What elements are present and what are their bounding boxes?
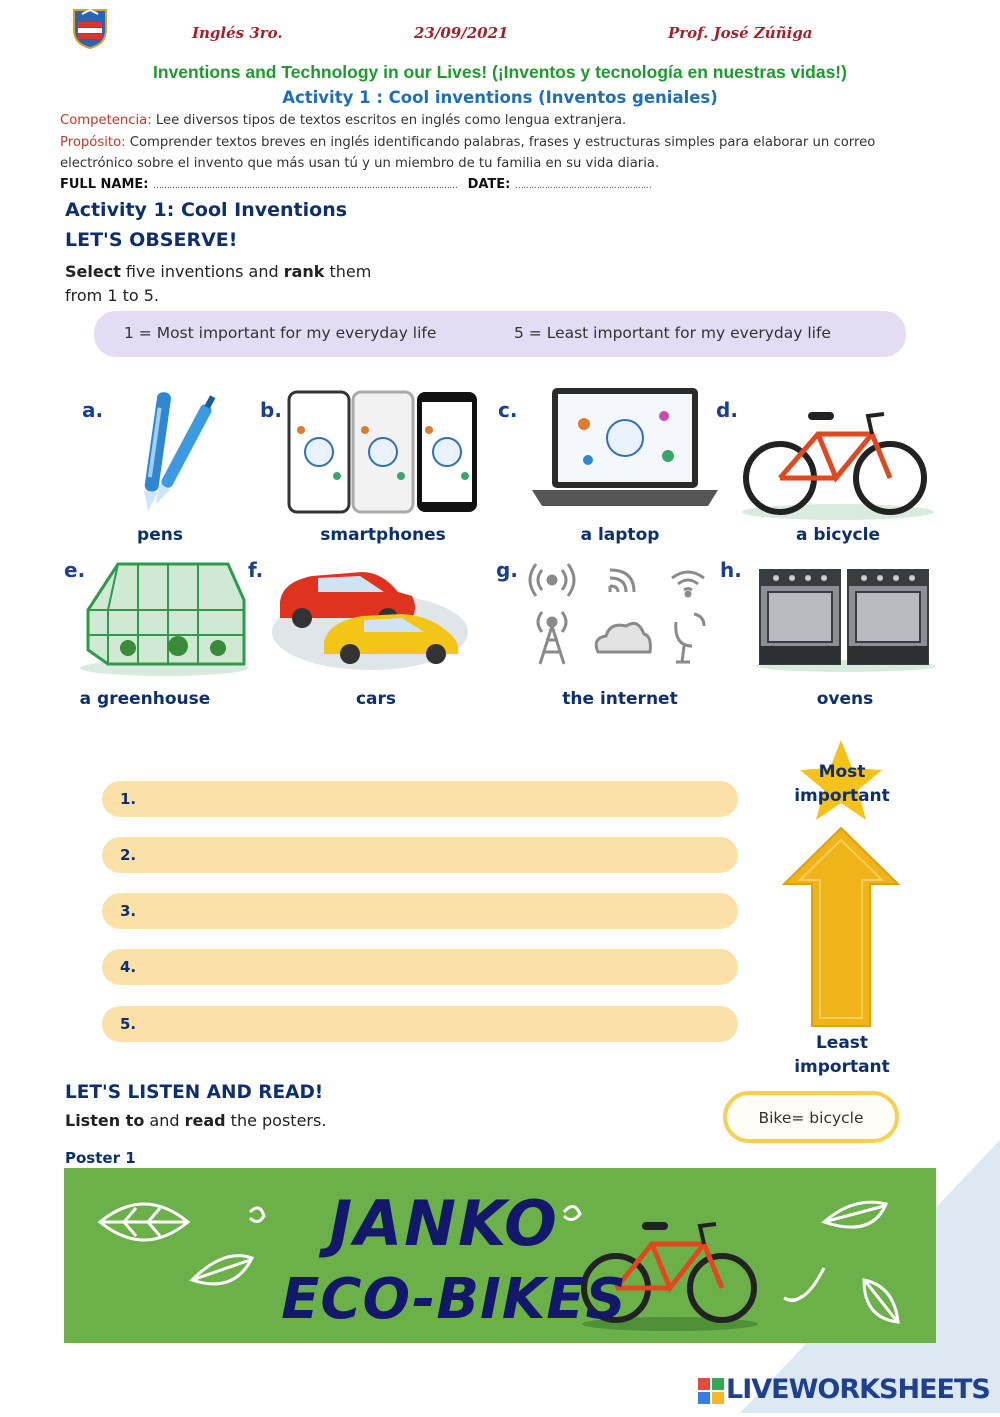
cars-icon bbox=[272, 562, 468, 672]
letter-b: b. bbox=[260, 398, 282, 422]
label-the-internet: the internet bbox=[562, 689, 678, 709]
laptop-icon bbox=[528, 386, 722, 520]
vocab-note-text: Bike= bicycle bbox=[758, 1109, 864, 1127]
rank-number: 3. bbox=[120, 902, 137, 920]
label-greenhouse: a greenhouse bbox=[79, 689, 211, 709]
full-name-field[interactable]: …………………………………………………………………………………………………… bbox=[153, 181, 458, 191]
scale-pill bbox=[94, 311, 906, 357]
observe-instructions bbox=[65, 260, 371, 308]
listen-word: Listen to bbox=[65, 1111, 145, 1130]
select-word: Select bbox=[65, 262, 121, 281]
letter-f: f. bbox=[248, 558, 264, 582]
activity-subtitle: Activity 1 : Cool inventions (Inventos geniales) bbox=[282, 88, 718, 107]
rank-input-4[interactable] bbox=[102, 949, 738, 985]
least-important-label bbox=[784, 1031, 900, 1079]
instr-mid: five inventions and bbox=[120, 262, 284, 281]
vocab-note bbox=[723, 1091, 899, 1143]
rank-word: rank bbox=[283, 262, 325, 281]
label-laptop: a laptop bbox=[580, 525, 660, 545]
rank-number: 5. bbox=[120, 1015, 137, 1033]
scale-least: 5 = Least important for my everyday life bbox=[514, 324, 831, 342]
smartphones-icon bbox=[287, 390, 479, 514]
listen-mid: and bbox=[144, 1111, 185, 1130]
date-label: DATE: bbox=[467, 177, 511, 192]
observe-heading: LET'S OBSERVE! bbox=[65, 229, 238, 251]
header-date: 23/09/2021 bbox=[414, 24, 509, 42]
proposito-line-2: electrónico sobre el invento que más usan tú y un miembro de tu familia en su vida diaria. bbox=[60, 156, 660, 171]
rank-number: 4. bbox=[120, 958, 137, 976]
greenhouse-icon bbox=[78, 560, 250, 676]
letter-e: e. bbox=[64, 558, 86, 582]
poster-title bbox=[284, 1188, 604, 1260]
competencia-line bbox=[60, 113, 626, 128]
proposito-label: Propósito: bbox=[60, 135, 126, 150]
instr-end: them bbox=[324, 262, 372, 281]
listen-heading: LET'S LISTEN AND READ! bbox=[65, 1082, 324, 1103]
least-line-1: Least bbox=[815, 1033, 869, 1053]
pens-icon bbox=[130, 388, 230, 518]
competencia-label: Competencia: bbox=[60, 113, 152, 128]
most-line-1: Most bbox=[818, 762, 866, 782]
teacher-name: Prof. José Zúñiga bbox=[668, 24, 813, 42]
most-line-2: important bbox=[794, 786, 890, 806]
bicycle-icon bbox=[740, 406, 936, 520]
listen-end: the posters. bbox=[225, 1111, 327, 1130]
instr-line-2: from 1 to 5. bbox=[65, 286, 159, 305]
listen-instructions bbox=[65, 1111, 326, 1130]
label-pens: pens bbox=[137, 525, 183, 545]
label-ovens: ovens bbox=[816, 689, 874, 709]
least-line-2: important bbox=[794, 1057, 890, 1077]
rank-input-3[interactable] bbox=[102, 893, 738, 929]
poster-title-line-2: ECO-BIKES bbox=[281, 1267, 627, 1332]
letter-a: a. bbox=[82, 398, 104, 422]
letter-h: h. bbox=[720, 558, 742, 582]
footer-brand[interactable]: LIVEWORKSHEETS bbox=[726, 1374, 990, 1405]
read-word: read bbox=[184, 1111, 226, 1130]
most-important-label bbox=[784, 760, 900, 808]
scale-most: 1 = Most important for my everyday life bbox=[124, 324, 437, 342]
rank-input-5[interactable] bbox=[102, 1006, 738, 1042]
poster-banner bbox=[64, 1168, 936, 1343]
rank-number: 1. bbox=[120, 790, 137, 808]
school-crest-icon bbox=[70, 6, 110, 50]
subject-label: Inglés 3ro. bbox=[192, 24, 283, 42]
letter-g: g. bbox=[496, 558, 518, 582]
poster-subtitle bbox=[274, 1264, 634, 1336]
proposito-text: Comprender textos breves en inglés identificando palabras, frases y estructuras simples para elaborar un correo bbox=[125, 135, 876, 150]
worksheet-title: Inventions and Technology in our Lives! (¡Inventos y tecnología en nuestras vidas!) bbox=[153, 62, 847, 82]
date-field[interactable]: …………………………………………… bbox=[514, 181, 651, 191]
fields-row bbox=[60, 177, 651, 192]
liveworksheets-logo-icon bbox=[698, 1378, 724, 1404]
competencia-text: Lee diversos tipos de textos escritos en inglés como lengua extranjera. bbox=[151, 113, 627, 128]
internet-icon bbox=[526, 556, 710, 670]
letter-d: d. bbox=[716, 398, 738, 422]
proposito-line bbox=[60, 135, 875, 150]
poster-title-line-1: JANKO bbox=[329, 1187, 559, 1260]
up-arrow-icon bbox=[782, 826, 900, 1028]
activity-heading: Activity 1: Cool Inventions bbox=[65, 199, 348, 221]
rank-input-2[interactable] bbox=[102, 837, 738, 873]
ovens-icon bbox=[756, 566, 936, 672]
rank-number: 2. bbox=[120, 846, 137, 864]
full-name-label: FULL NAME: bbox=[60, 177, 149, 192]
label-cars: cars bbox=[355, 689, 397, 709]
poster-label: Poster 1 bbox=[65, 1149, 136, 1167]
rank-input-1[interactable] bbox=[102, 781, 738, 817]
letter-c: c. bbox=[498, 398, 518, 422]
label-bicycle: a bicycle bbox=[796, 525, 880, 545]
label-smartphones: smartphones bbox=[320, 525, 446, 545]
